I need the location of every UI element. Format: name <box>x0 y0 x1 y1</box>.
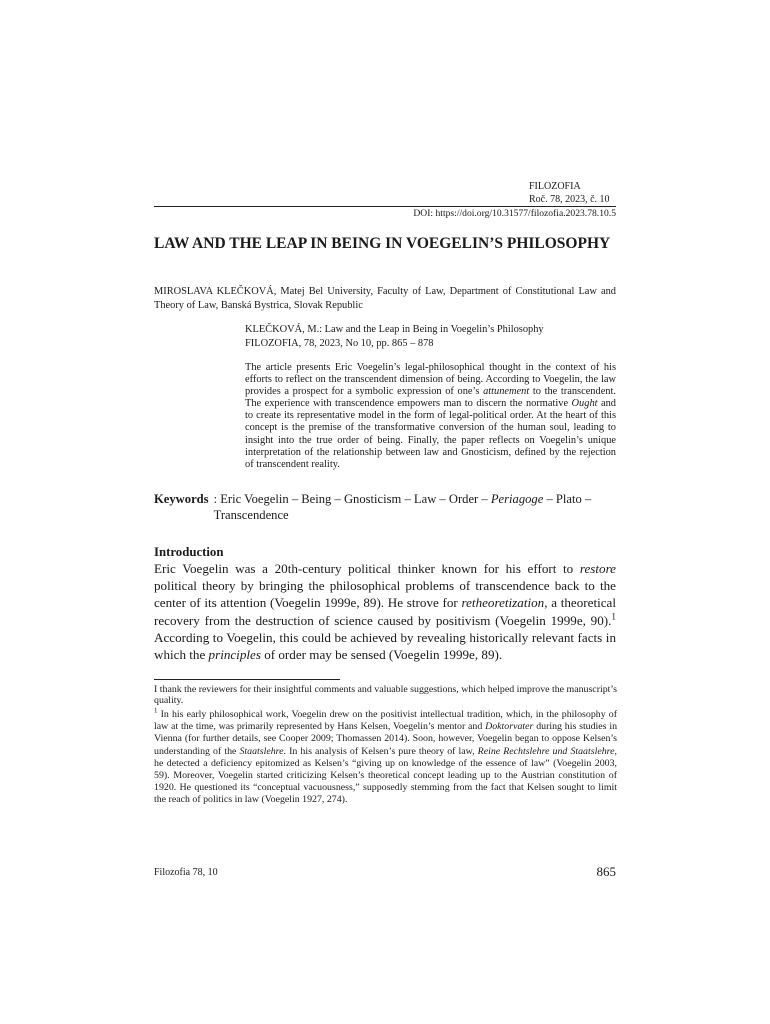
page-number: 865 <box>596 864 616 879</box>
article-title: LAW AND THE LEAP IN BEING IN VOEGELIN’S PHILOSOPHY <box>154 235 611 252</box>
italic-term: Reine Rechtslehre und Staatslehre <box>477 745 615 757</box>
text-run: , a theoretical recovery from the destruction of science caused by positivism (Voegelin 1999e, 90). <box>154 595 616 628</box>
footnote-marker: 1 <box>611 611 616 622</box>
footnote-1 <box>154 709 617 807</box>
italic-term: restore <box>579 561 616 576</box>
keywords-list <box>209 491 616 523</box>
text-run: during his studies in Vienna (for further details, see Cooper 2009; Thomassen 2014). Soon, however, Voegelin began to oppose Kelsen’s understanding of the <box>154 721 618 757</box>
abstract <box>245 362 616 471</box>
italic-term: Periagoge <box>490 492 544 506</box>
text-run: and to create its representative model in the form of legal-political order. At the heart of this concept is the premise of the transformative conversion of the human soul, leading to insight into the true order of being. Finally, the paper reflects on Voegelin’s unique interpretation of the relationship between law and Gnosticism, defined by the rejection of transcendent reality. <box>245 398 616 470</box>
footnote-divider <box>154 679 340 680</box>
keywords <box>154 491 616 523</box>
journal-name: FILOZOFIA <box>529 181 581 192</box>
doi-link[interactable]: DOI: https://doi.org/10.31577/filozofia.2023.78.10.5 <box>413 208 616 219</box>
text-run: The article presents Eric Voegelin’s legal-philosophical thought in the context of his efforts to reflect on the transcendent dimension of being. According to Voegelin, the law provides a prospect for a symbolic expression of one’s <box>245 362 616 398</box>
citation-line-2: FILOZOFIA, 78, 2023, No 10, pp. 865 – 878 <box>245 337 434 349</box>
introduction-paragraph <box>154 560 616 663</box>
text-run: to the transcendent. The experience with transcendence empowers man to discern the normative <box>245 386 616 410</box>
section-heading-introduction: Introduction <box>154 545 224 559</box>
author-affiliation: MIROSLAVA KLEČKOVÁ, Matej Bel University, Faculty of Law, Department of Constitutional Law and Theory of Law, Banská Bystrica, Slovak Republic <box>154 286 616 311</box>
keywords-label: Keywords <box>154 492 209 506</box>
text-run: . In his analysis of Kelsen’s pure theory of law, <box>283 745 478 757</box>
text-run: political theory by bringing the philosophical problems of transcendence back to the center of its attention (Voegelin 1999e, 89). He strove for <box>154 578 616 611</box>
text-run: – Plato – Transcendence <box>213 492 592 522</box>
citation-line-1: KLEČKOVÁ, M.: Law and the Leap in Being in Voegelin’s Philosophy <box>245 324 544 335</box>
journal-volume: Roč. 78, 2023, č. 10 <box>529 194 610 205</box>
italic-term: attunement <box>483 386 530 398</box>
text-run: of order may be sensed (Voegelin 1999e, 89). <box>260 647 503 663</box>
citation-block <box>245 323 617 350</box>
header-divider <box>154 206 616 207</box>
footer-journal-issue: Filozofia 78, 10 <box>154 867 218 878</box>
text-run: According to Voegelin, this could be achieved by revealing historically relevant facts in which the <box>154 629 616 663</box>
italic-term: principles <box>208 647 261 663</box>
journal-header <box>529 180 610 206</box>
italic-term: Ought <box>571 398 598 410</box>
text-run: , he detected a deficiency epitomized as Kelsen’s “giving up on knowledge of the essence of law” (Voegelin 2003, 59). Moreover, Voegelin started criticizing Kelsen’s theoretical concept leading up to the Austrian constitution of 1920. He questioned its “conceptual vacuousness,” supposedly stemming from the fact that Kelsen sought to limit the reach of politics in law (Voegelin 1927, 274). <box>154 745 617 806</box>
text-run: Eric Voegelin was a 20th-century political thinker known for his effort to <box>154 561 580 576</box>
italic-term: Doktorvater <box>485 721 534 733</box>
text-run: In his early philosophical work, Voegelin drew on the positivist intellectual tradition, which, in the philosophy of law at the time, was primarily represented by Hans Kelsen, Voegelin’s mentor and <box>154 709 617 733</box>
italic-term: retheoretization <box>461 595 545 611</box>
footnote-marker: 1 <box>154 707 158 715</box>
acknowledgement-footnote: I thank the reviewers for their insightful comments and valuable suggestions, which helped improve the manuscript’s quality. <box>154 684 617 707</box>
italic-term: Staatslehre <box>239 745 284 757</box>
text-run: : <box>213 492 221 506</box>
text-run: Eric Voegelin – Being – Gnosticism – Law – Order – <box>220 492 491 506</box>
